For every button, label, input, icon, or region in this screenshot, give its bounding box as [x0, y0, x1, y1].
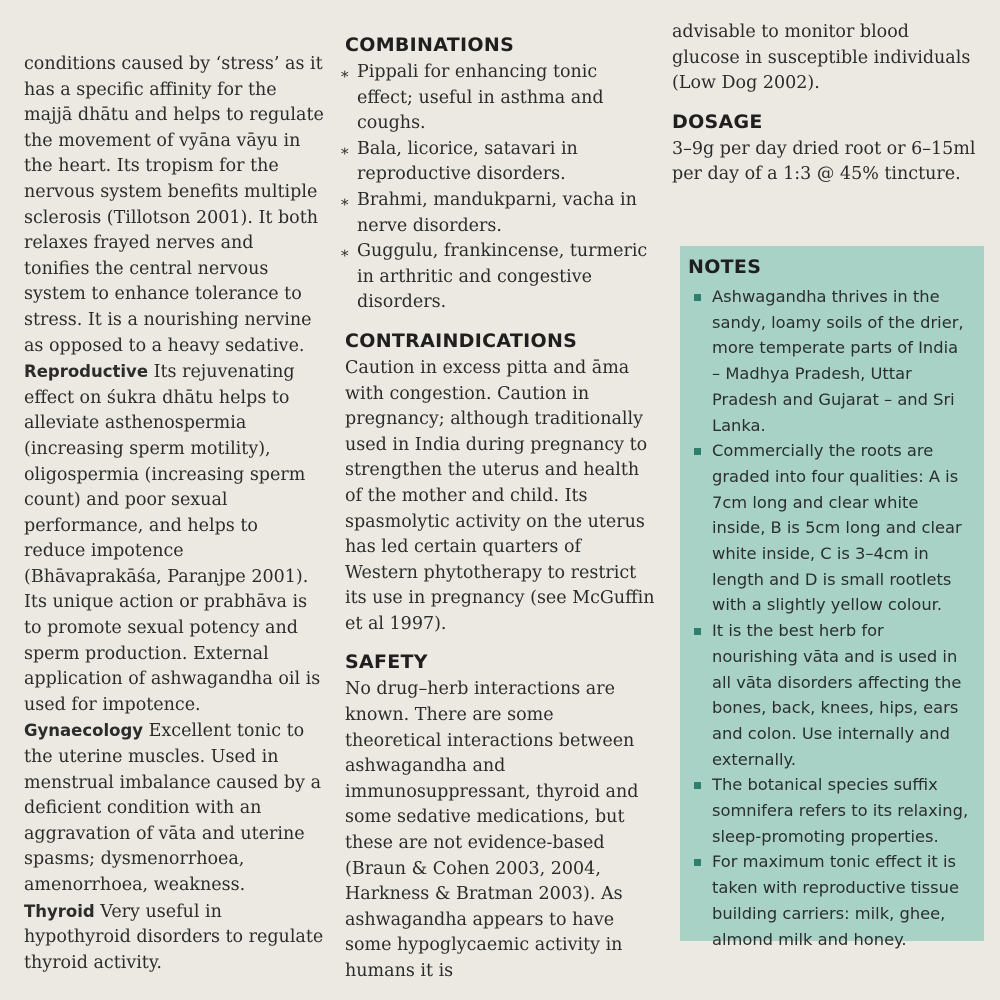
reproductive-label: Reproductive	[24, 362, 149, 382]
thyroid-text: Very useful in hypothyroid disorders to regulate thyroid activity.	[24, 901, 324, 973]
combinations-heading: COMBINATIONS	[345, 34, 515, 56]
list-item: ⁎ Bala, licorice, satavari in reproductive disorders.	[341, 138, 578, 185]
reproductive-text: Its rejuvenating effect on śukra dhātu helps to alleviate asthenospermia (increasing sperm motility), oligospermia (increasing sperm count) and poor sexual performance, and helps to reduce impotence (Bhāvaprakāśa, Paranjpe 2001). Its unique action or prabhāva is to promote sexual potency and sperm production. External application of ashwagandha oil is used for impotence.	[24, 362, 321, 715]
list-item: ⁎ Brahmi, mandukparni, vacha in nerve disorders.	[341, 189, 637, 236]
column-right	[672, 20, 982, 188]
safety-text: No drug–herb interactions are known. There are some theoretical interactions between ashwagandha and immunosuppressant, thyroid and some sedative medications, but these are not evidence-based (Braun & Cohen 2003, 2004, Harkness & Bratman 2003). As ashwagandha appears to have some hypoglycaemic activity in humans it is	[345, 679, 639, 981]
dosage-heading: DOSAGE	[672, 110, 763, 133]
notes-heading: NOTES	[688, 256, 762, 278]
list-item: ⁎ Pippali for enhancing tonic effect; useful in asthma and coughs.	[341, 62, 604, 134]
gynaecology-text: Excellent tonic to the uterine muscles. Used in menstrual imbalance caused by a deficient condition with an aggravation of vāta and uterine spasms; dysmenorrhoea, amenorrhoea, weakness.	[24, 721, 322, 895]
column-left	[24, 52, 324, 976]
asterisk-bullet-icon: ⁎	[341, 242, 349, 261]
list-item: ⁎ Guggulu, frankincense, turmeric in arthritic and congestive disorders.	[341, 241, 648, 313]
square-bullet-icon	[694, 294, 701, 301]
square-bullet-icon	[694, 782, 701, 789]
list-item: It is the best herb for nourishing vāta and is used in all vāta disorders affecting the bones, back, knees, hips, ears and colon. Use internally and externally.	[688, 618, 970, 772]
notes-box	[680, 246, 984, 949]
thyroid-label: Thyroid	[24, 901, 95, 921]
contraindications-heading: CONTRAINDICATIONS	[345, 329, 578, 352]
combinations-list	[341, 60, 655, 316]
list-item: Commercially the roots are graded into four qualities: A is 7cm long and clear white inside, B is 5cm long and clear white inside, C is 3–4cm in length and D is small rootlets with a slightly yellow colour.	[688, 438, 970, 618]
column-middle	[341, 34, 655, 985]
square-bullet-icon	[694, 448, 701, 455]
square-bullet-icon	[694, 859, 701, 866]
safety-continued-text: advisable to monitor blood glucose in susceptible individuals (Low Dog 2002).	[672, 22, 971, 94]
list-item: For maximum tonic effect it is taken with reproductive tissue building carriers: milk, ghee, almond milk and honey.	[688, 849, 970, 952]
stress-paragraph: conditions caused by ‘stress’ as it has a specific affinity for the majjā dhātu and helps to regulate the movement of vyāna vāyu in the heart. Its tropism for the nervous system benefits multiple sclerosis (Tillotson 2001). It both relaxes frayed nerves and tonifies the central nervous system to enhance tolerance to stress. It is a nourishing nervine as opposed to a heavy sedative.	[24, 54, 324, 356]
reproductive-paragraph	[24, 359, 324, 718]
asterisk-bullet-icon: ⁎	[341, 139, 349, 158]
notes-list	[688, 284, 970, 952]
safety-heading: SAFETY	[345, 651, 428, 674]
asterisk-bullet-icon: ⁎	[341, 63, 349, 81]
list-item: Ashwagandha thrives in the sandy, loamy soils of the drier, more temperate parts of India – Madhya Pradesh, Uttar Pradesh and Gujarat – and Sri Lanka.	[688, 284, 970, 438]
contraindications-text: Caution in excess pitta and āma with congestion. Caution in pregnancy; although traditionally used in India during pregnancy to strengthen the uterus and health of the mother and child. Its spasmolytic activity on the uterus has led certain quarters of Western phytotherapy to restrict its use in pregnancy (see McGuffin et al 1997).	[345, 357, 655, 634]
dosage-text: 3–9g per day dried root or 6–15ml per day of a 1:3 @ 45% tincture.	[672, 138, 976, 185]
gynaecology-label: Gynaecology	[24, 721, 144, 741]
thyroid-paragraph	[24, 899, 324, 977]
asterisk-bullet-icon: ⁎	[341, 190, 349, 209]
list-item: The botanical species suffix somnifera refers to its relaxing, sleep-promoting properties.	[688, 772, 970, 849]
square-bullet-icon	[694, 628, 701, 635]
gynaecology-paragraph	[24, 718, 324, 898]
